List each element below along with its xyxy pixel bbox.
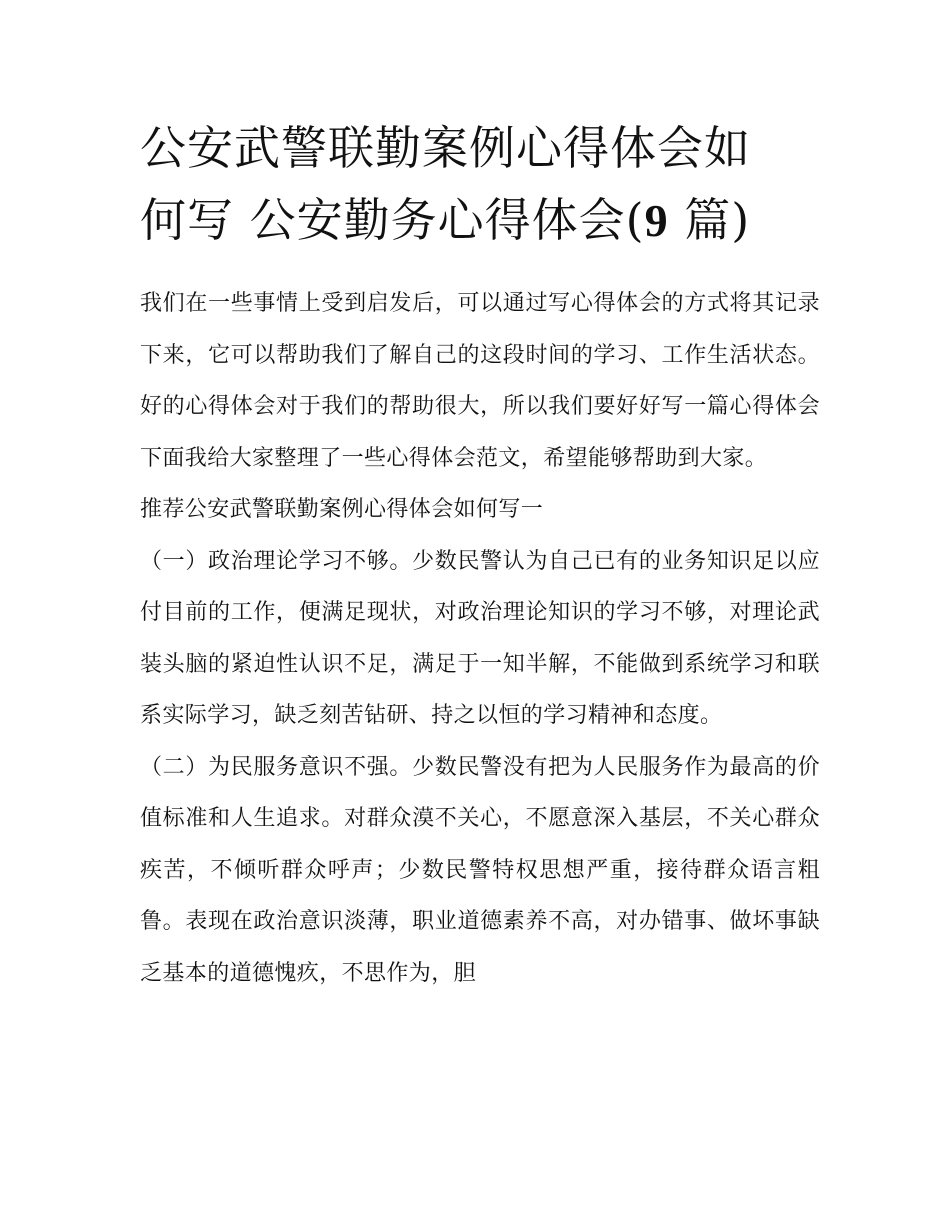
document-title xyxy=(140,112,820,257)
title-line-2-suffix: 篇) xyxy=(668,193,751,247)
point-1-paragraph: （一）政治理论学习不够。少数民警认为自己已有的业务知识足以应付目前的工作，便满足现状，对政治理论知识的学习不够，对理论武装头脑的紧迫性认识不足，满足于一知半解，不能做到系统学习和联系实际学习，缺乏刻苦钻研、持之以恒的学习精神和态度。 xyxy=(140,548,820,728)
point-2-paragraph: （二）为民服务意识不强。少数民警没有把为人民服务作为最高的价值标准和人生追求。对群众漠不关心，不愿意深入基层，不关心群众疾苦，不倾听群众呼声；少数民警特权思想严重，接待群众语言粗鲁。表现在政治意识淡薄，职业道德素养不高，对办错事、做坏事缺乏基本的道德愧疚，不思作为，胆 xyxy=(140,754,820,986)
document-body xyxy=(140,278,820,999)
section-heading: 推荐公安武警联勤案例心得体会如何写一 xyxy=(140,497,544,522)
title-line-2-prefix: 何写 公安勤务心得体会( xyxy=(140,193,645,247)
intro-paragraph: 我们在一些事情上受到启发后，可以通过写心得体会的方式将其记录下来，它可以帮助我们了解自己的这段时间的学习、工作生活状态。好的心得体会对于我们的帮助很大，所以我们要好好写一篇心得体会下面我给大家整理了一些心得体会范文，希望能够帮助到大家。 xyxy=(140,291,820,471)
title-line-2-number: 9 xyxy=(644,195,669,246)
title-line-1: 公安武警联勤案例心得体会如 xyxy=(140,121,751,175)
